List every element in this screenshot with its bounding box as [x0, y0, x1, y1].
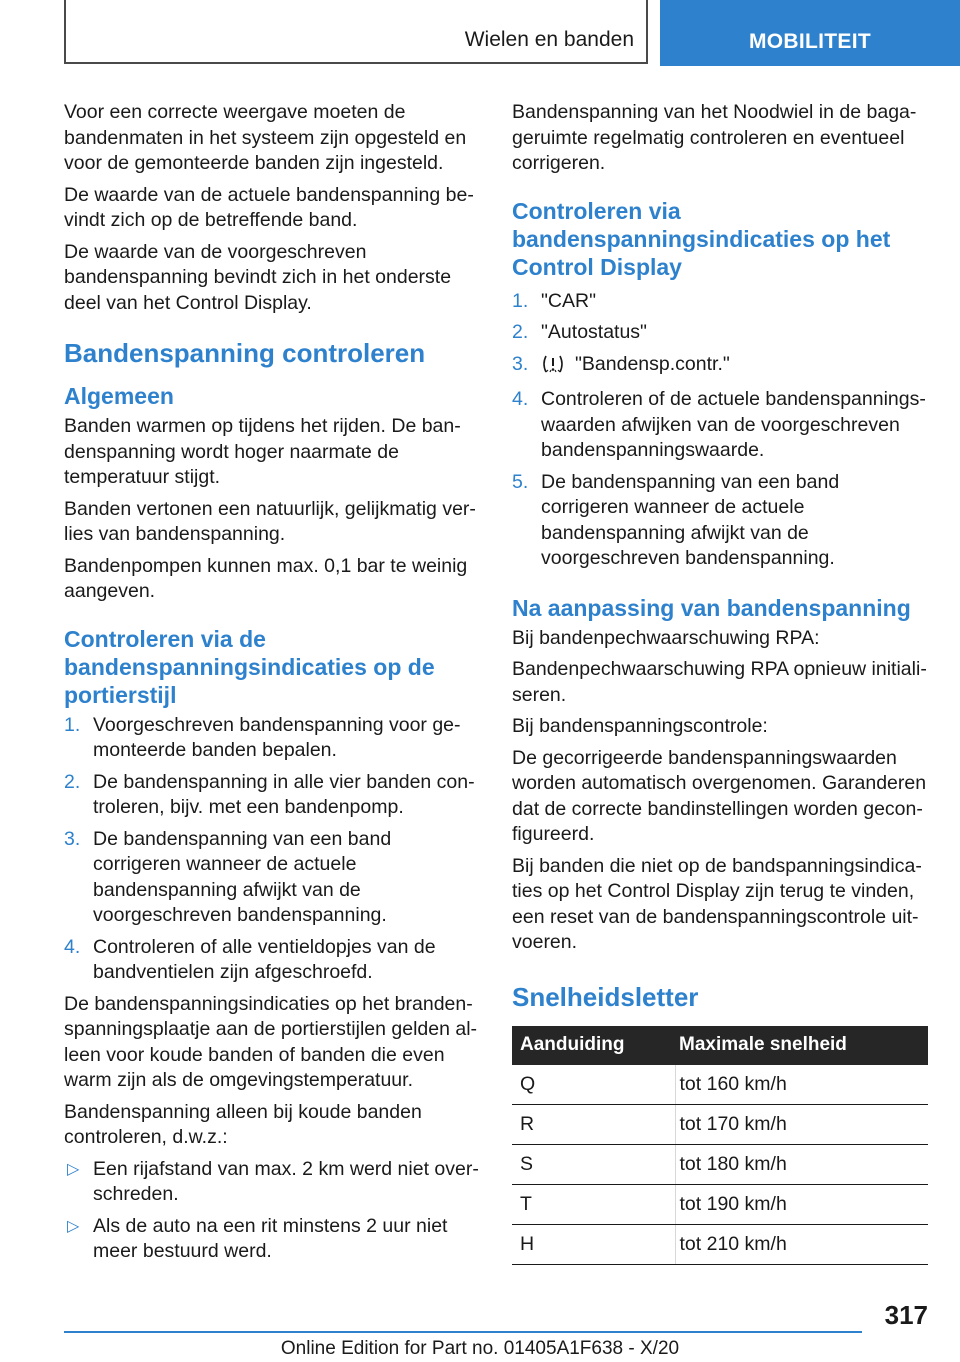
step-number: 1. [512, 289, 529, 312]
heading-control-display: Controleren via bandenspanningsindicaties op het Control Display [512, 197, 891, 280]
list-item [64, 713, 479, 764]
after-paragraph-1: Bij bandenpechwaarschuwing RPA: [512, 626, 820, 649]
step-number: 2. [64, 770, 81, 793]
table-row [512, 1184, 928, 1224]
door-note-paragraph: De bandenspanningsindicaties op het brandenspanningsplaatje aan de portierstijlen gelden alleen voor koude banden of banden die even warm zijn als de omgevingstemperatuur. [64, 992, 478, 1091]
table-row [512, 1065, 928, 1105]
column-header-max-speed: Maximale snelheid [675, 1026, 928, 1065]
list-item [512, 470, 928, 572]
table-cell: tot 170 km/h [675, 1104, 928, 1144]
door-steps-list [64, 713, 479, 986]
footer-divider [64, 1331, 862, 1333]
after-paragraph-4: De gecorrigeerde bandenspanningswaarden worden automatisch overgenomen. Garanderen dat de correcte bandinstellingen worden geconfigureerd. [512, 746, 927, 845]
triangle-bullet-icon: ▷ [67, 1160, 80, 1178]
heading-general: Algemeen [64, 383, 174, 409]
list-item [64, 827, 479, 929]
list-item [64, 1214, 479, 1265]
general-paragraph-3: Bandenpompen kunnen max. 0,1 bar te weinig aangeven. [64, 554, 468, 602]
list-item [512, 352, 928, 382]
header-section-box [64, 0, 648, 64]
list-item [64, 935, 479, 986]
table-cell: tot 160 km/h [675, 1065, 928, 1105]
heading-speed-rating: Snelheidsletter [512, 981, 699, 1012]
step-number: 4. [64, 935, 81, 958]
control-display-steps-list [512, 289, 928, 572]
right-column [512, 100, 928, 1265]
table-cell: H [512, 1224, 675, 1264]
column-header-designation: Aanduiding [512, 1026, 675, 1065]
table-row [512, 1224, 928, 1264]
heading-after-adjustment: Na aanpassing van bandenspanning [512, 594, 911, 621]
step-number: 1. [64, 713, 81, 736]
intro-paragraph-3: De waarde van de voorgeschreven bandenspanning bevindt zich in het onderste deel van het Control Display. [64, 240, 452, 314]
table-cell: Q [512, 1065, 675, 1105]
header-chapter-tab [660, 0, 960, 66]
step-text: "Autostatus" [541, 321, 647, 343]
table-cell: S [512, 1144, 675, 1184]
step-text: "CAR" [541, 289, 597, 312]
table-cell: tot 210 km/h [675, 1224, 928, 1264]
speed-rating-table [512, 1026, 928, 1265]
header-section-title: Wielen en banden [464, 28, 634, 51]
intro-paragraph-1: Voor een correcte weergave moeten de bandenmaten in het systeem zijn opgesteld en voor de gemonteerde banden zijn ingesteld. [64, 101, 467, 174]
left-column [64, 100, 479, 1271]
spare-wheel-paragraph: Bandenspanning van het Noodwiel in de bagageruimte regelmatig controleren en eventueel corrigeren. [512, 101, 917, 174]
table-row [512, 1104, 928, 1144]
step-number: 2. [512, 321, 529, 343]
step-number: 4. [512, 388, 529, 410]
after-paragraph-3: Bij bandenspanningscontrole: [512, 715, 768, 737]
header-chapter-title: MOBILITEIT [749, 30, 871, 53]
step-text: De bandenspanning in alle vier banden controleren, bijv. met een bandenpomp. [93, 770, 475, 818]
step-text: De bandenspanning van een band corrigeren wanneer de actuele bandenspanning afwijkt van de voorgeschreven bandenspanning. [541, 470, 840, 569]
list-item [512, 320, 928, 346]
general-paragraph-2: Banden vertonen een natuurlijk, gelijkmatig verlies van bandenspanning. [64, 497, 476, 545]
general-paragraph-1: Banden warmen op tijdens het rijden. De bandenspanning wordt hoger naarmate de temperatuur stijgt. [64, 415, 461, 488]
step-text: De bandenspanning van een band corrigeren wanneer de actuele bandenspanning afwijkt van de voorgeschreven bandenspanning. [93, 827, 392, 926]
cold-intro-paragraph: Bandenspanning alleen bij koude banden controleren, d.w.z.: [64, 1100, 422, 1148]
table-cell: tot 190 km/h [675, 1184, 928, 1224]
step-number: 5. [512, 470, 529, 493]
table-header-row [512, 1026, 928, 1065]
step-number: 3. [512, 352, 529, 375]
step-number: 3. [64, 827, 81, 850]
table-row [512, 1144, 928, 1184]
table-cell: R [512, 1104, 675, 1144]
after-paragraph-2: Bandenpechwaarschuwing RPA opnieuw initialiseren. [512, 658, 927, 706]
heading-check-pressure: Bandenspanning controleren [64, 338, 426, 368]
table-cell: T [512, 1184, 675, 1224]
cold-conditions-list [64, 1157, 479, 1265]
step-text: Controleren of de actuele bandenspanningswaarden afwijken van de voorgeschreven bandenspanningswaarde. [541, 388, 926, 461]
list-item [512, 289, 928, 315]
table-cell: tot 180 km/h [675, 1144, 928, 1184]
heading-door-pillar: Controleren via de bandenspanningsindicaties op de portierstijl [64, 625, 435, 708]
intro-paragraph-2: De waarde van de actuele bandenspanning bevindt zich op de betreffende band. [64, 183, 474, 231]
list-item [64, 1157, 479, 1208]
step-text: "Bandensp.contr." [575, 352, 730, 375]
footer-edition-text: Online Edition for Part no. 01405A1F638 - X/20 [280, 1338, 680, 1359]
tire-pressure-warning-icon [541, 354, 565, 382]
step-text: Voorgeschreven bandenspanning voor gemonteerde banden bepalen. [93, 713, 461, 761]
list-item [64, 770, 479, 821]
list-item [512, 387, 928, 464]
after-paragraph-5: Bij banden die niet op de bandspanningsindicaties op het Control Display zijn terug te vinden, een reset van de bandenspanningscontrole uitvoeren. [512, 854, 922, 953]
step-text: Controleren of alle ventieldopjes van de bandventielen zijn afgeschroefd. [93, 935, 436, 983]
bullet-text: Een rijafstand van max. 2 km werd niet overschreden. [93, 1157, 479, 1205]
page-number: 317 [884, 1300, 928, 1330]
bullet-text: Als de auto na een rit minstens 2 uur niet meer bestuurd werd. [93, 1214, 448, 1262]
triangle-bullet-icon: ▷ [67, 1217, 80, 1235]
